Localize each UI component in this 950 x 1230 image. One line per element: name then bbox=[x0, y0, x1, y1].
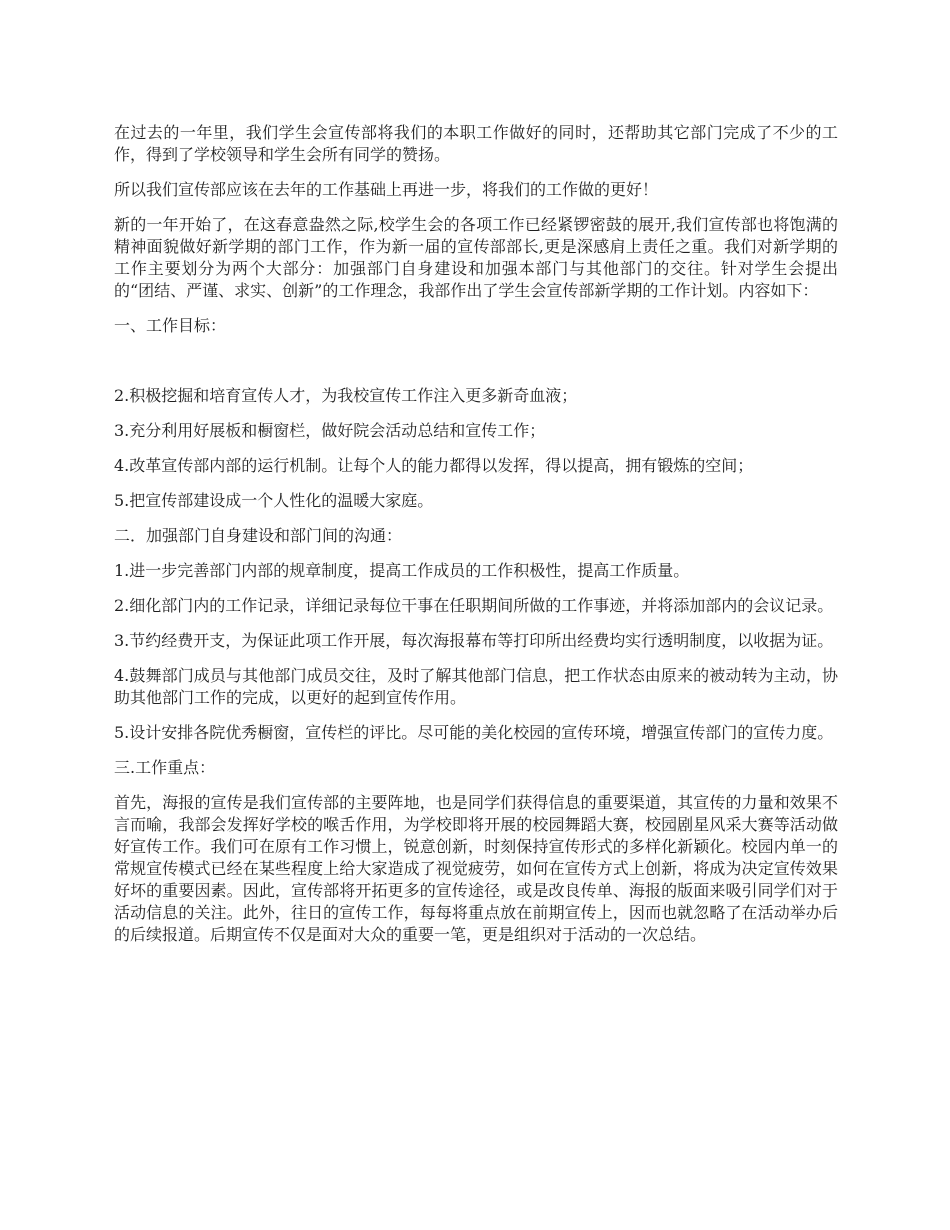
new-term-paragraph: 新的一年开始了，在这春意盎然之际,校学生会的各项工作已经紧锣密鼓的展开,我们宣传部也将饱满的精神面貌做好新学期的部门工作，作为新一届的宣传部部长,更是深感肩上责任之重。我们对新学期的工作主要划分为两个大部分：加强部门自身建设和加强本部门与其他部门的交往。针对学生会提出的“团结、严谨、求实、创新”的工作理念，我部作出了学生会宣传部新学期的工作计划。内容如下： bbox=[114, 215, 838, 300]
goal-statement-paragraph: 所以我们宣传部应该在去年的工作基础上再进一步，将我们的工作做的更好！ bbox=[114, 180, 659, 199]
goal-item-5: 5.把宣传部建设成一个人性化的温暖大家庭。 bbox=[114, 491, 434, 510]
building-item-3: 3.节约经费开支，为保证此项工作开展，每次海报幕布等打印所出经费均实行透明制度，以收据为证。 bbox=[114, 631, 834, 650]
work-focus-paragraph: 首先，海报的宣传是我们宣传部的主要阵地，也是同学们获得信息的重要渠道，其宣传的力量和效果不言而喻，我部会发挥好学校的喉舌作用，为学校即将开展的校园舞蹈大赛，校园剧星风采大赛等活动做好宣传工作。我们可在原有工作习惯上，锐意创新，时刻保持宣传形式的多样化新颖化。校园内单一的常规宣传模式已经在某些程度上给大家造成了视觉疲劳，如何在宣传方式上创新，将成为决定宣传效果好坏的重要因素。因此，宣传部将开拓更多的宣传途径，或是改良传单、海报的版面来吸引同学们对于活动信息的关注。此外，往日的宣传工作，每每将重点放在前期宣传上，因而也就忽略了在活动举办后的后续报道。后期宣传不仅是面对大众的重要一笔，更是组织对于活动的一次总结。 bbox=[114, 793, 838, 944]
goal-item-3: 3.充分利用好展板和橱窗栏，做好院会活动总结和宣传工作； bbox=[114, 421, 546, 440]
goal-item-4: 4.改革宣传部内部的运行机制。让每个人的能力都得以发挥，得以提高，拥有锻炼的空间； bbox=[114, 456, 754, 475]
building-item-2: 2.细化部门内的工作记录，详细记录每位干事在任职期间所做的工作事迹，并将添加部内的会议记录。 bbox=[114, 596, 834, 615]
blank-space bbox=[114, 350, 838, 385]
building-item-1: 1.进一步完善部门内部的规章制度，提高工作成员的工作积极性，提高工作质量。 bbox=[114, 561, 690, 580]
section-heading-department-building: 二．加强部门自身建设和部门间的沟通： bbox=[114, 526, 403, 545]
intro-paragraph: 在过去的一年里，我们学生会宣传部将我们的本职工作做好的同时，还帮助其它部门完成了不少的工作，得到了学校领导和学生会所有同学的赞扬。 bbox=[114, 123, 838, 164]
section-heading-work-focus: 三.工作重点： bbox=[114, 758, 216, 777]
document-page bbox=[114, 122, 838, 959]
building-item-5: 5.设计安排各院优秀橱窗，宣传栏的评比。尽可能的美化校园的宣传环境，增强宣传部门的宣传力度。 bbox=[114, 723, 834, 742]
building-item-4: 4.鼓舞部门成员与其他部门成员交往，及时了解其他部门信息，把工作状态由原来的被动转为主动，协助其他部门工作的完成，以更好的起到宣传作用。 bbox=[114, 666, 838, 707]
section-heading-work-goals: 一、工作目标： bbox=[114, 316, 227, 335]
goal-item-2: 2.积极挖掘和培育宣传人才，为我校宣传工作注入更多新奇血液； bbox=[114, 386, 578, 405]
